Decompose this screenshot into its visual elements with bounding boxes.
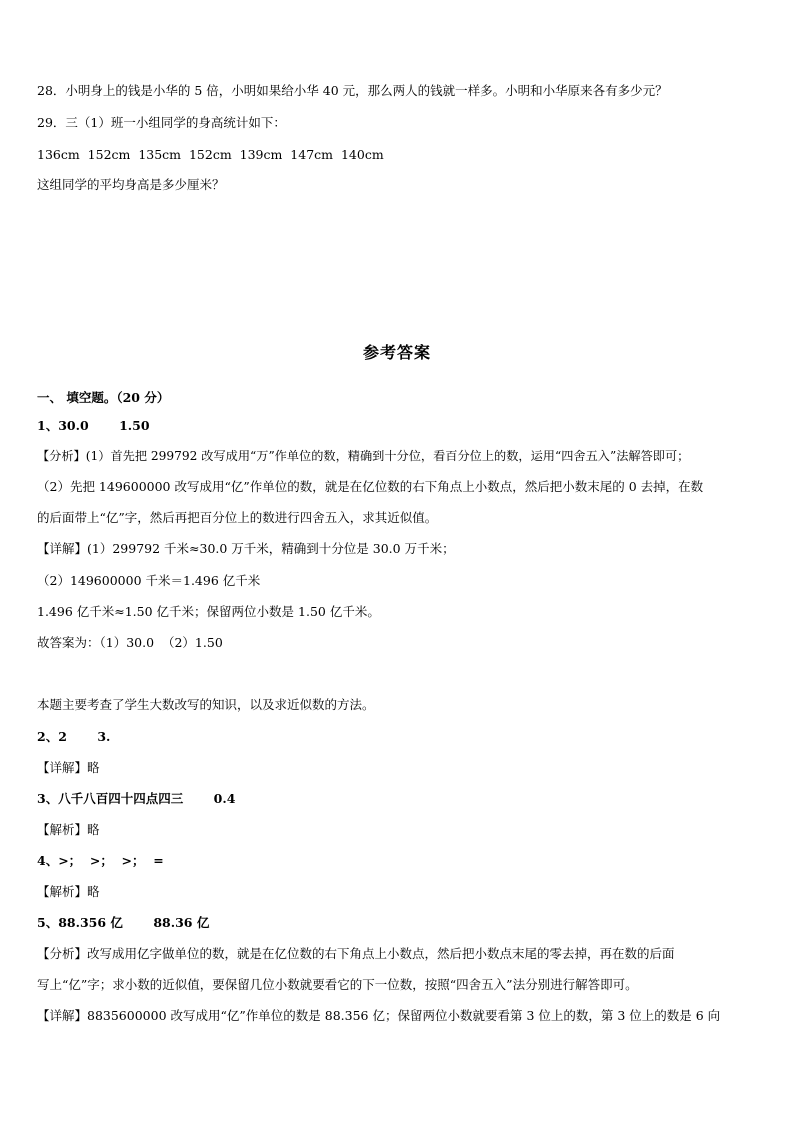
answer-1-detail-3: 1.496 亿千米≈1.50 亿千米；保留两位小数是 1.50 亿千米。 [37, 604, 380, 619]
answer-1-detail-1: 【详解】(1）299792 千米≈30.0 万千米，精确到十分位是 30.0 万千米； [37, 541, 455, 556]
answer-5-head: 5、88.356 亿 88.36 亿 [37, 915, 210, 930]
question-29: 29．三（1）班一小组同学的身高统计如下： [37, 115, 286, 130]
answer-5-detail-1: 【详解】8835600000 改写成用“亿”作单位的数是 88.356 亿；保留两位小数就要看第 3 位上的数，第 3 位上的数是 6 向 [37, 1008, 721, 1023]
answer-3-head: 3、八千八百四十四点四三 0.4 [37, 791, 236, 806]
height-data: 136cm 152cm 135cm 152cm 139cm 147cm 140cm [37, 147, 384, 162]
answer-1-analysis-2: （2）先把 149600000 改写成用“亿”作单位的数，就是在亿位数的右下角点上小数点，然后把小数末尾的 0 去掉，在数 [37, 479, 704, 494]
answers-title: 参考答案 [362, 343, 431, 362]
answer-1-final: 故答案为：（1）30.0 （2）1.50 [37, 635, 223, 650]
answer-1-analysis-1: 【分析】(1）首先把 299792 改写成用“万”作单位的数，精确到十分位，看百分位上的数，运用“四舍五入”法解答即可； [37, 449, 690, 463]
answer-3-detail: 【解析】略 [37, 822, 100, 837]
answer-1-comment: 本题主要考查了学生大数改写的知识，以及求近似数的方法。 [37, 697, 375, 712]
question-28: 28．小明身上的钱是小华的 5 倍，小明如果给小华 40 元，那么两人的钱就一样多。小明和小华原来各有多少元？ [37, 83, 668, 98]
answer-4-detail: 【解析】略 [37, 884, 100, 899]
section-1-heading: 一、 填空题。（20 分） [37, 390, 170, 405]
question-29-ask: 这组同学的平均身高是多少厘米？ [37, 177, 225, 192]
answer-4-head: 4、>； >； >； = [37, 853, 164, 868]
answer-1-analysis-3: 的后面带上“亿”字，然后再把百分位上的数进行四舍五入，求其近似值。 [37, 510, 438, 525]
answer-1-detail-2: （2）149600000 千米＝1.496 亿千米 [37, 573, 261, 588]
answer-5-analysis-1: 【分析】改写成用亿字做单位的数，就是在亿位数的右下角点上小数点，然后把小数点末尾的零去掉，再在数的后面 [37, 946, 675, 961]
answer-2-detail: 【详解】略 [37, 760, 100, 775]
answer-1-head: 1、30.0 1.50 [37, 418, 150, 433]
answer-2-head: 2、2 3. [37, 729, 111, 744]
answer-5-analysis-2: 写上“亿”字；求小数的近似值，要保留几位小数就要看它的下一位数，按照“四舍五入”法分别进行解答即可。 [37, 977, 638, 992]
